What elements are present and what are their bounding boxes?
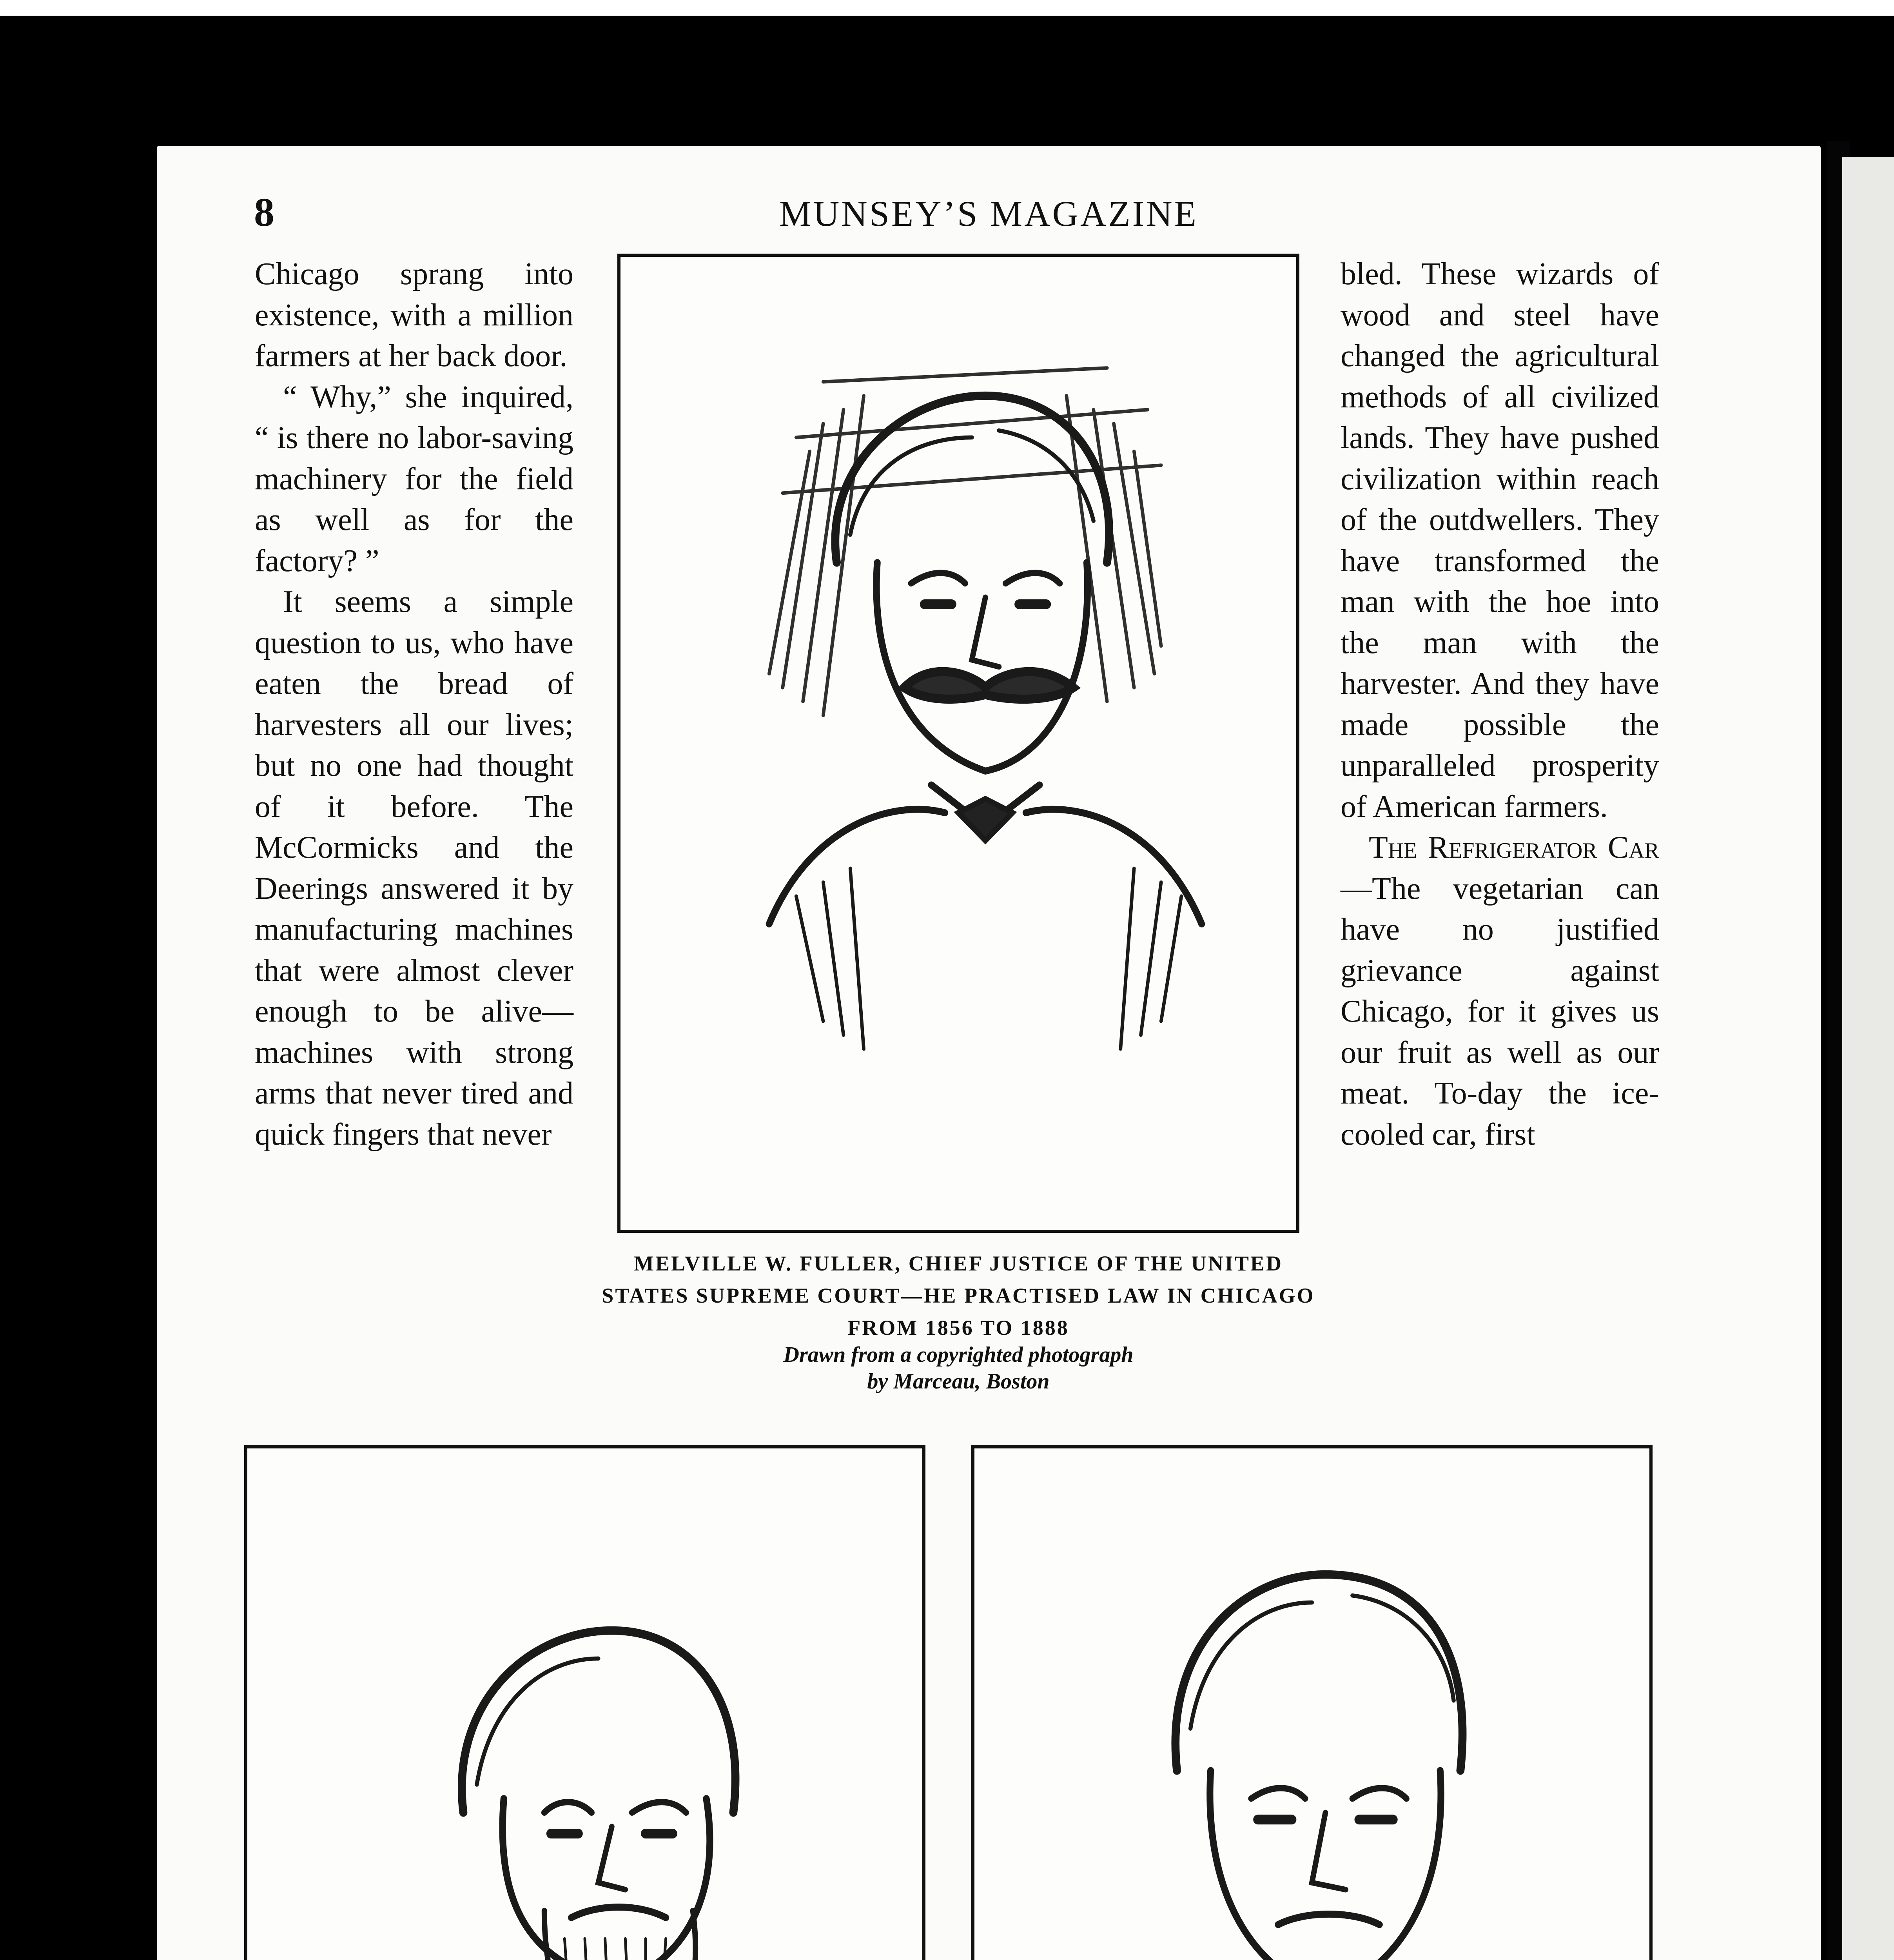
- portrait-frame-pullman: [244, 1445, 925, 1960]
- portrait-drawing-fuller: [620, 257, 1296, 1230]
- page-header: [157, 169, 1821, 235]
- next-page-edge: [1842, 157, 1894, 1960]
- portrait-drawing-farwell: [974, 1448, 1649, 1960]
- page-number: 8: [254, 190, 274, 235]
- running-head: MUNSEY’S MAGAZINE: [779, 194, 1198, 234]
- paragraph-body: —The vegetarian can have no justified grievance against Chicago, for it gives us our fruit as well as our meat. To-day the ice-cooled car, first: [1341, 871, 1659, 1152]
- portrait-frame-farwell: [971, 1445, 1653, 1960]
- paragraph: Chicago sprang into existence, with a million farmers at her back door.: [255, 257, 573, 373]
- section-heading: The Refrigerator Car: [1369, 830, 1659, 865]
- paragraph: It seems a simple question to us, who have eaten the bread of harvesters all our lives; but no one had thought of it before. The McCormicks and the Deerings answered it by manufacturing machines that were almost clever enough to be alive—machines with strong arms that never tired and quick fingers that never: [255, 584, 573, 1152]
- paragraph: [1341, 827, 1659, 1155]
- paragraph: bled. These wizards of wood and steel have changed the agricultural methods of all civilized lands. They have pushed civilization within reach of the outdwellers. They have transformed the man with the hoe into the man with the harvester. And they have made possible the unparalleled prosperity of American farmers.: [1341, 257, 1659, 824]
- magazine-page: [157, 146, 1821, 1960]
- left-text-column: [255, 254, 573, 1155]
- paragraph: “ Why,” she inquired, “ is there no labor-saving machinery for the field as well as for the factory? ”: [255, 379, 573, 578]
- previous-page-edge: [0, 0, 1894, 16]
- credit-line: Drawn from a copyrighted photograph: [783, 1343, 1134, 1367]
- right-text-column: [1341, 254, 1659, 1155]
- portrait-drawing-pullman: [247, 1448, 922, 1960]
- portrait-frame-fuller: [617, 254, 1299, 1233]
- credit-line: by Marceau, Boston: [867, 1369, 1050, 1394]
- caption-fuller: MELVILLE W. FULLER, CHIEF JUSTICE OF THE UNITED STATES SUPREME COURT—HE PRACTISED LAW IN CHICAGO FROM 1856 TO 1888: [602, 1252, 1315, 1339]
- photo-credit: [596, 1341, 1321, 1395]
